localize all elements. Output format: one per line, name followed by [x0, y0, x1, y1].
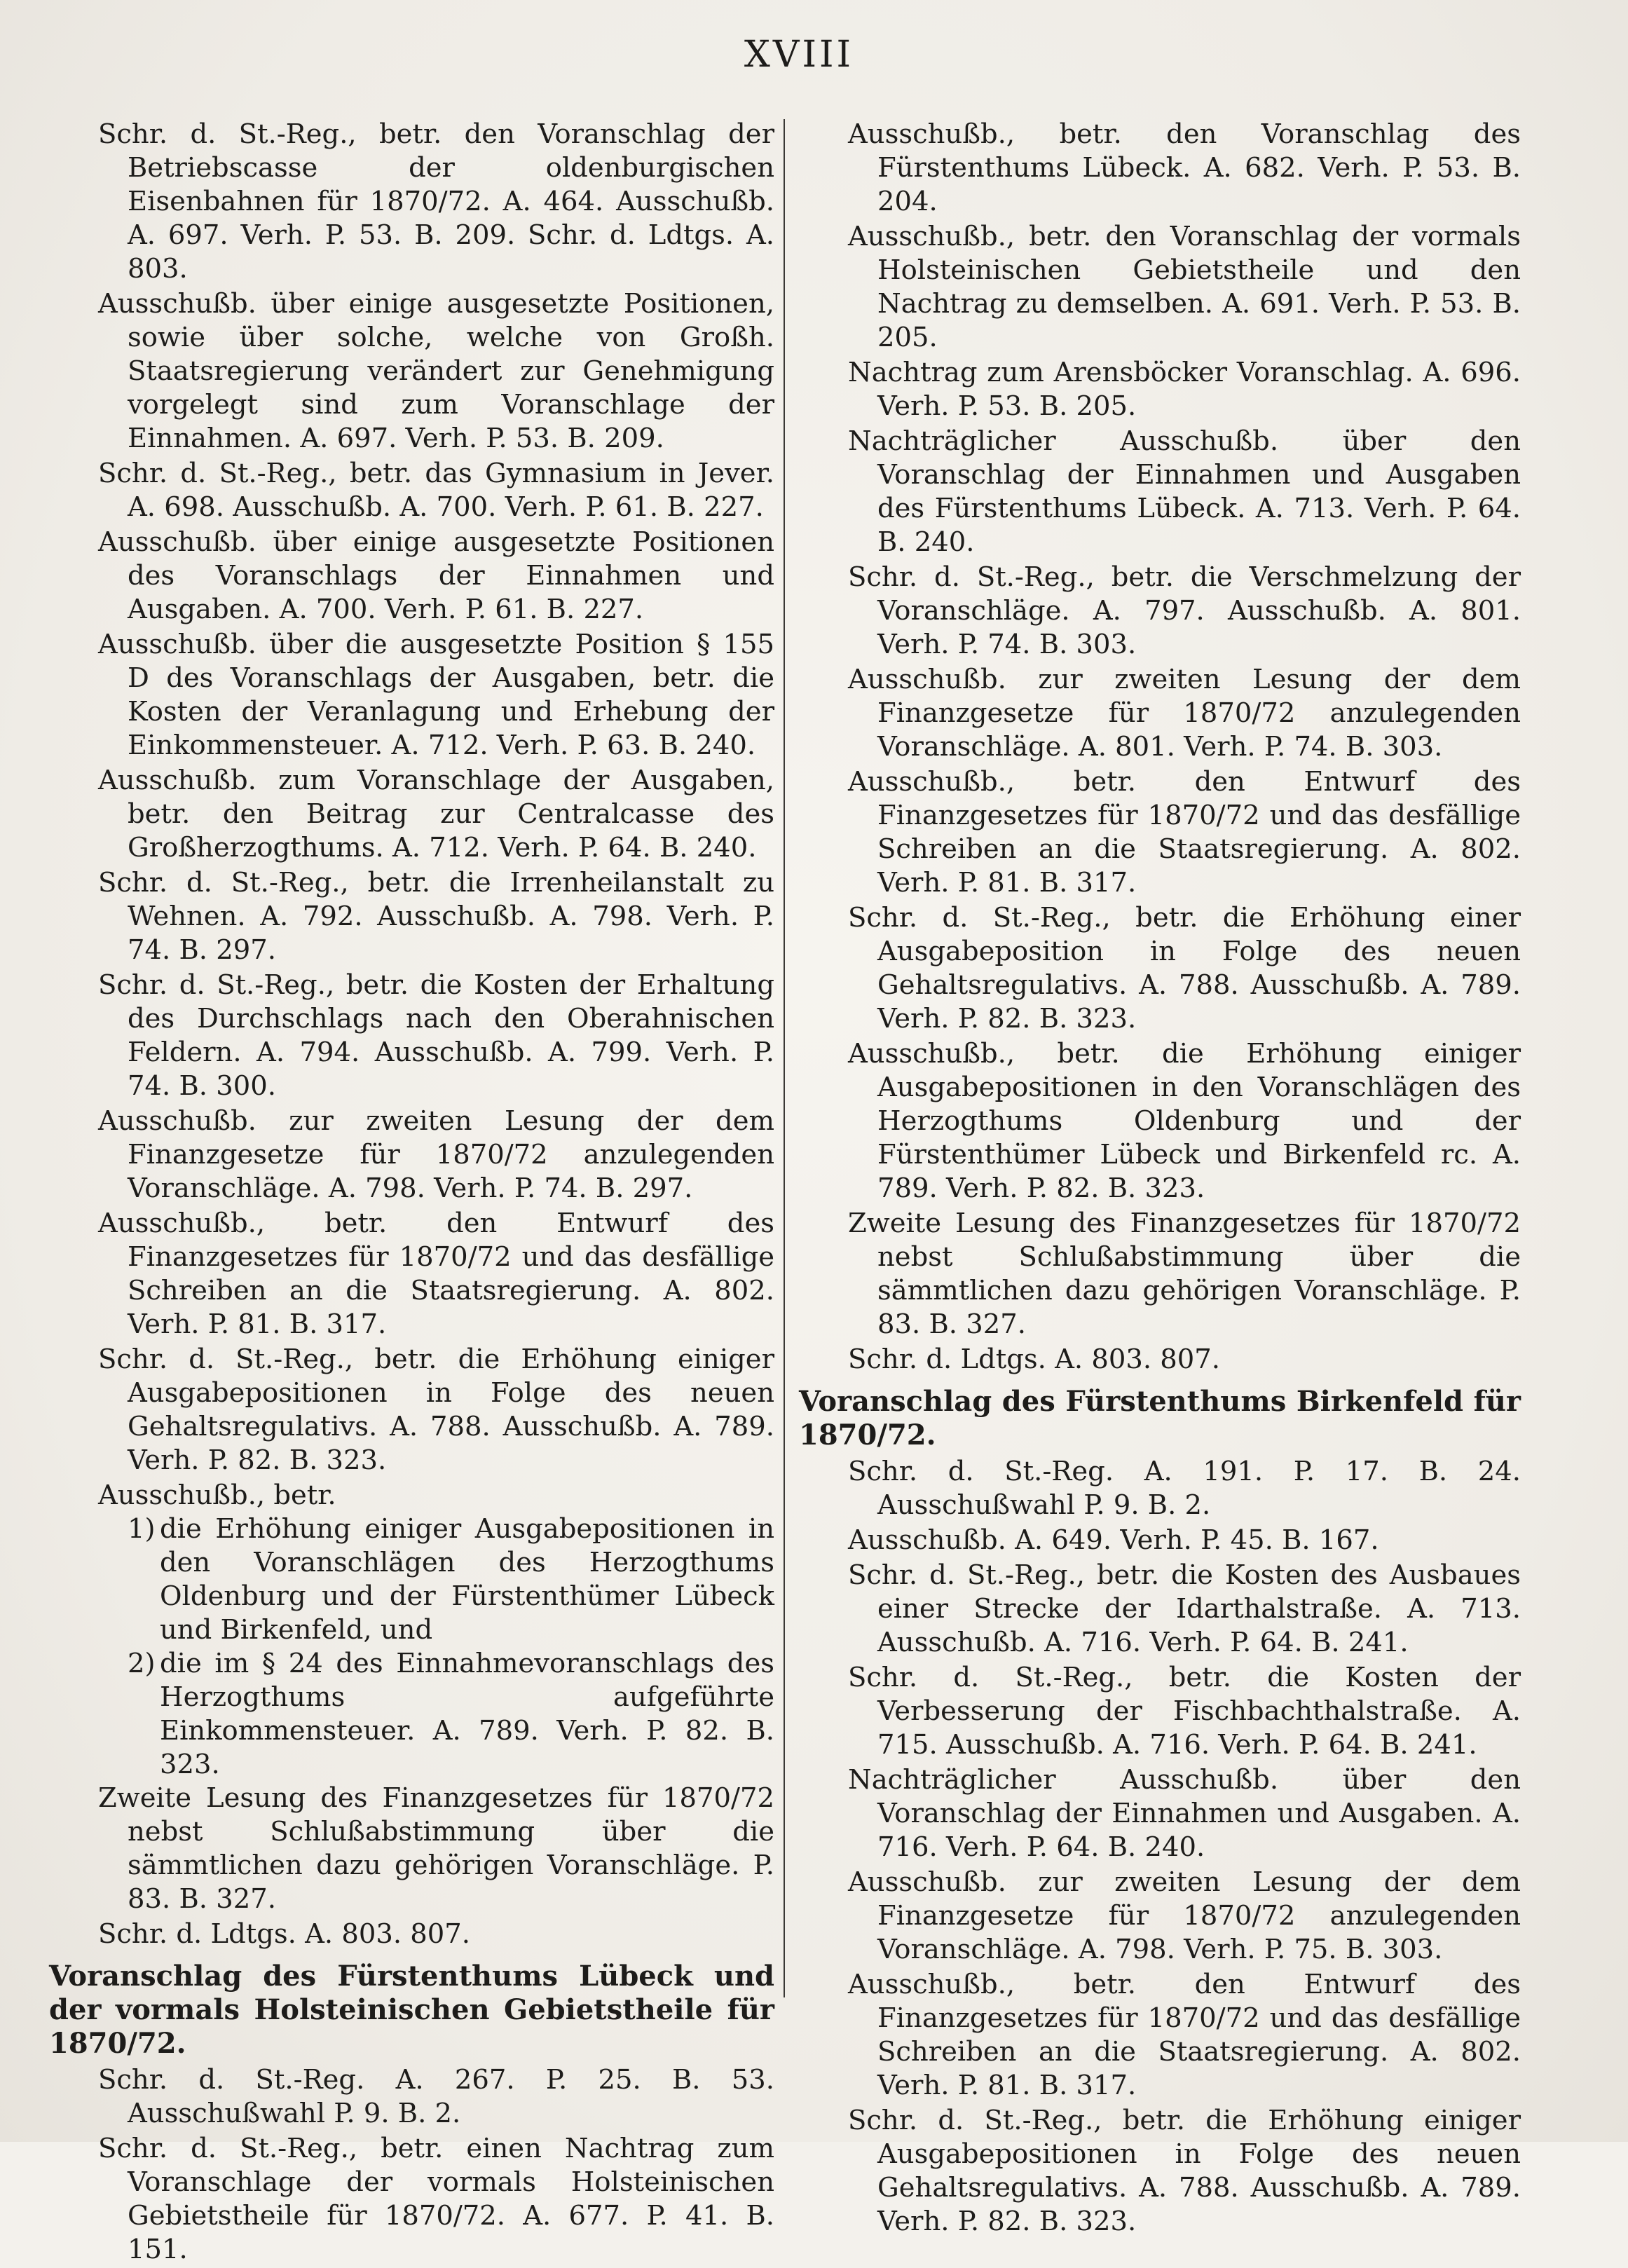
index-entry: Zweite Lesung des Finanzgesetzes für 1870/72 nebst Schlußabstimmung über die sämmtlichen dazu gehörigen Voranschläge. P. 83. B. 327. [848, 1208, 1521, 1340]
section-heading: Voranschlag des Fürstenthums Birkenfeld für 1870/72. [799, 1385, 1521, 1451]
index-entry: Ausschußb., betr. die Erhöhung einiger Ausgabepositionen in den Voranschlägen des Herzogthums Oldenburg und der Fürstenthümer Lübeck und Birkenfeld rc. A. 789. Verh. P. 82. B. 323. [848, 1038, 1521, 1204]
index-entry: Schr. d. St.-Reg., betr. einen Nachtrag zum Voranschlage der vormals Holsteinischen Gebietstheile für 1870/72. A. 677. P. 41. B. 151. [98, 2133, 774, 2265]
index-entry: Schr. d. St.-Reg. A. 191. P. 17. B. 24. Ausschußwahl P. 9. B. 2. [848, 1456, 1521, 1521]
index-entry: Ausschußb., betr. den Entwurf des Finanzgesetzes für 1870/72 und das desfällige Schreiben an die Staatsregierung. A. 802. Verh. P. 81. B. 317. [98, 1208, 774, 1340]
index-entry: Nachtrag zum Arensböcker Voranschlag. A. 696. Verh. P. 53. B. 205. [848, 357, 1521, 422]
index-entry: Zweite Lesung des Finanzgesetzes für 1870/72 nebst Schlußabstimmung über die sämmtlichen dazu gehörigen Voranschläge. P. 83. B. 327. [98, 1782, 774, 1915]
index-entry: Ausschußb. zur zweiten Lesung der dem Finanzgesetze für 1870/72 anzulegenden Voranschläge. A. 798. Verh. P. 74. B. 297. [98, 1105, 774, 1204]
index-entry: Schr. d. St.-Reg., betr. das Gymnasium in Jever. A. 698. Ausschußb. A. 700. Verh. P. 61. B. 227. [98, 458, 774, 523]
index-entry: Ausschußb., betr. den Entwurf des Finanzgesetzes für 1870/72 und das desfällige Schreiben an die Staatsregierung. A. 802. Verh. P. 81. B. 317. [848, 1969, 1521, 2101]
index-entry: Ausschußb. zur zweiten Lesung der dem Finanzgesetze für 1870/72 anzulegenden Voranschläge. A. 801. Verh. P. 74. B. 303. [848, 664, 1521, 763]
subitem-number: 2) [128, 1648, 156, 1679]
index-entry: Nachträglicher Ausschußb. über den Voranschlag der Einnahmen und Ausgaben. A. 716. Verh. P. 64. B. 240. [848, 1764, 1521, 1863]
index-entry: Ausschußb. über die ausgesetzte Position § 155 D des Voranschlags der Ausgaben, betr. die Kosten der Veranlagung und Erhebung der Einkommensteuer. A. 712. Verh. P. 63. B. 240. [98, 629, 774, 761]
left-column [49, 118, 774, 2268]
page-number: XVIII [744, 34, 854, 76]
index-entry: Ausschußb. zur zweiten Lesung der dem Finanzgesetze für 1870/72 anzulegenden Voranschläge. A. 798. Verh. P. 75. B. 303. [848, 1866, 1521, 1965]
index-entry: Schr. d. St.-Reg., betr. die Erhöhung einer Ausgabeposition in Folge des neuen Gehaltsregulativs. A. 788. Ausschußb. A. 789. Verh. P. 82. B. 323. [848, 902, 1521, 1034]
index-entry: Schr. d. St.-Reg., betr. die Verschmelzung der Voranschläge. A. 797. Ausschußb. A. 801. Verh. P. 74. B. 303. [848, 561, 1521, 660]
numbered-subitem [128, 1647, 774, 1782]
index-entry: Schr. d. St.-Reg., betr. die Kosten der Erhaltung des Durchschlags nach den Oberahnischen Feldern. A. 794. Ausschußb. A. 799. Verh. P. 74. B. 300. [98, 969, 774, 1102]
subitem-text: die Erhöhung einiger Ausgabepositionen in den Voranschlägen des Herzogthums Oldenburg und der Fürstenthümer Lübeck und Birkenfeld, und [160, 1513, 774, 1646]
index-entry: Schr. d. St.-Reg., betr. den Voranschlag der Betriebscasse der oldenburgischen Eisenbahnen für 1870/72. A. 464. Ausschußb. A. 697. Verh. P. 53. B. 209. Schr. d. Ldtgs. A. 803. [98, 118, 774, 285]
index-entry: Schr. d. St.-Reg., betr. die Erhöhung einiger Ausgabepositionen in Folge des neuen Gehaltsregulativs. A. 788. Ausschußb. A. 789. Verh. P. 82. B. 323. [848, 2105, 1521, 2237]
index-entry: Schr. d. Ldtgs. A. 803. 807. [98, 1918, 471, 1950]
index-entry: Nachträglicher Ausschußb. über den Voranschlag der Einnahmen und Ausgaben des Fürstenthums Lübeck. A. 713. Verh. P. 64. B. 240. [848, 425, 1521, 558]
index-entry: Schr. d. St.-Reg., betr. die Kosten der Verbesserung der Fischbachthalstraße. A. 715. Ausschußb. A. 716. Verh. P. 64. B. 241. [848, 1662, 1521, 1761]
column-divider [784, 119, 785, 1997]
index-entry: Schr. d. St.-Reg., betr. die Irrenheilanstalt zu Wehnen. A. 792. Ausschußb. A. 798. Verh. P. 74. B. 297. [98, 867, 774, 966]
index-entry: Ausschußb. über einige ausgesetzte Positionen des Voranschlags der Einnahmen und Ausgaben. A. 700. Verh. P. 61. B. 227. [98, 526, 774, 625]
subitem-intro: Ausschußb., betr. [98, 1480, 336, 1511]
right-column [799, 118, 1521, 2240]
index-entry: Ausschußb. über einige ausgesetzte Positionen, sowie über solche, welche von Großh. Staatsregierung verändert zur Genehmigung vorgelegt sind zum Voranschlage der Einnahmen. A. 697. Verh. P. 53. B. 209. [98, 288, 774, 454]
index-entry: Ausschußb., betr. den Voranschlag des Fürstenthums Lübeck. A. 682. Verh. P. 53. B. 204. [848, 118, 1521, 217]
numbered-subitem [128, 1512, 774, 1647]
subitem-number: 1) [128, 1513, 156, 1545]
index-entry: Ausschußb. zum Voranschlage der Ausgaben, betr. den Beitrag zur Centralcasse des Großherzogthums. A. 712. Verh. P. 64. B. 240. [98, 765, 774, 863]
index-entry: Schr. d. St.-Reg. A. 267. P. 25. B. 53. Ausschußwahl P. 9. B. 2. [98, 2064, 774, 2129]
index-entry: Ausschußb., betr. den Entwurf des Finanzgesetzes für 1870/72 und das desfällige Schreiben an die Staatsregierung. A. 802. Verh. P. 81. B. 317. [848, 766, 1521, 899]
index-entry: Schr. d. Ldtgs. A. 803. 807. [848, 1344, 1221, 1375]
index-entry: Ausschußb., betr. den Voranschlag der vormals Holsteinischen Gebietstheile und den Nachtrag zu demselben. A. 691. Verh. P. 53. B. 205. [848, 221, 1521, 353]
index-entry: Ausschußb. A. 649. Verh. P. 45. B. 167. [848, 1524, 1379, 1556]
subitem-text: die im § 24 des Einnahmevoranschlags des Herzogthums aufgeführte Einkommensteuer. A. 789. Verh. P. 82. B. 323. [160, 1648, 774, 1780]
index-entry: Schr. d. St.-Reg., betr. die Kosten des Ausbaues einer Strecke der Idarthalstraße. A. 713. Ausschußb. A. 716. Verh. P. 64. B. 241. [848, 1559, 1521, 1658]
index-entry: Schr. d. St.-Reg., betr. die Erhöhung einiger Ausgabepositionen in Folge des neuen Gehaltsregulativs. A. 788. Ausschußb. A. 789. Verh. P. 82. B. 323. [98, 1344, 774, 1476]
section-heading: Voranschlag des Fürstenthums Lübeck und der vormals Holsteinischen Gebietstheile für 1870/72. [49, 1960, 774, 2060]
